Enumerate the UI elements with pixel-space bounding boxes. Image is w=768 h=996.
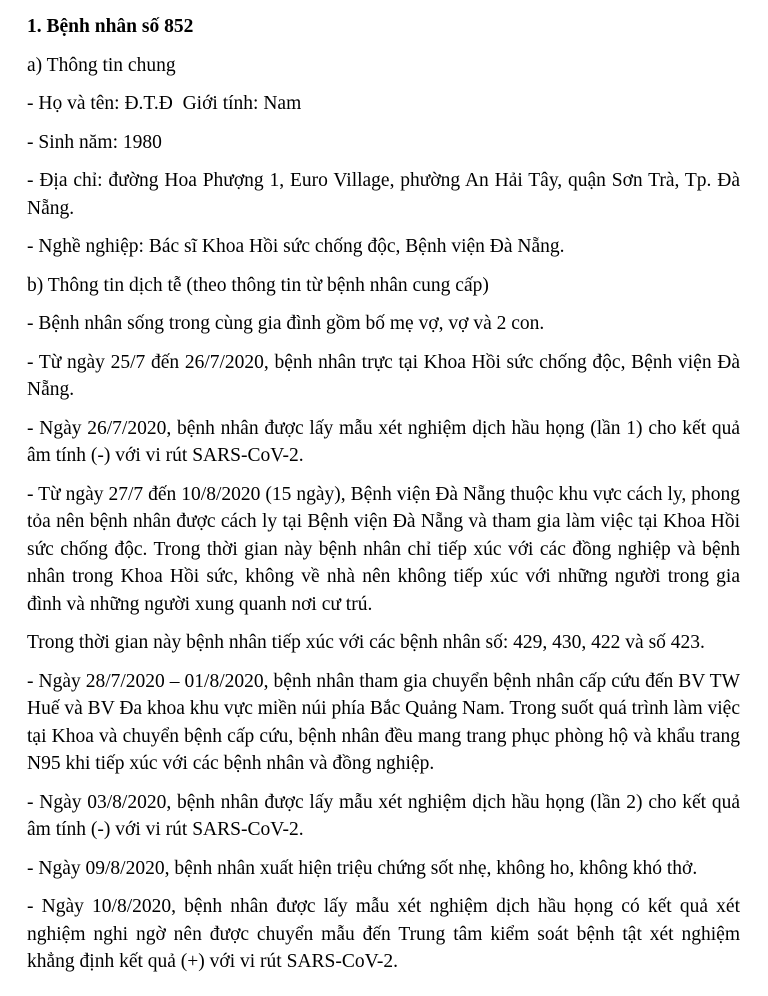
paragraph-test-2: - Ngày 03/8/2020, bệnh nhân được lấy mẫu xét nghiệm dịch hầu họng (lần 2) cho kết quả âm tính (-) với vi rút SARS-CoV-2. bbox=[27, 791, 740, 840]
paragraph-symptoms-9-8: - Ngày 09/8/2020, bệnh nhân xuất hiện triệu chứng sốt nhẹ, không ho, không khó thở. bbox=[27, 857, 698, 879]
paragraph-positive-result-10-8: - Ngày 10/8/2020, bệnh nhân được lấy mẫu xét nghiệm dịch hầu họng có kết quả xét nghiệm nghi ngờ nên được chuyển mẫu đến Trung tâm kiểm soát bệnh tật xét nghiệm khẳng định kết quả (+) với vi rút SARS-CoV-2. bbox=[27, 896, 740, 972]
paragraph-occupation: - Nghề nghiệp: Bác sĩ Khoa Hồi sức chống độc, Bệnh viện Đà Nẵng. bbox=[27, 236, 565, 257]
paragraph-birth-year: - Sinh năm: 1980 bbox=[27, 131, 162, 153]
paragraph-address: - Địa chỉ: đường Hoa Phượng 1, Euro Village, phường An Hải Tây, quận Sơn Trà, Tp. Đà Nẵng. bbox=[27, 170, 740, 219]
document-title: 1. Bệnh nhân số 852 bbox=[27, 16, 194, 37]
section-heading-general-info: a) Thông tin chung bbox=[27, 54, 176, 76]
section-heading-epidemiology: b) Thông tin dịch tễ (theo thông tin từ bệnh nhân cung cấp) bbox=[27, 274, 489, 296]
paragraph-transfers-28-7-to-1-8: - Ngày 28/7/2020 – 01/8/2020, bệnh nhân tham gia chuyển bệnh nhân cấp cứu đến BV TW Huế và BV Đa khoa khu vực miền núi phía Bắc Quảng Nam. Trong suốt quá trình làm việc tại Khoa và chuyển bệnh cấp cứu, bệnh nhân đều mang trang phục phòng hộ và khẩu trang N95 khi tiếp xúc với các bệnh nhân và đồng nghiệp. bbox=[27, 670, 740, 774]
paragraph-quarantine-27-7-to-10-8: - Từ ngày 27/7 đến 10/8/2020 (15 ngày), Bệnh viện Đà Nẵng thuộc khu vực cách ly, phong tỏa nên bệnh nhân được cách ly tại Bệnh viện Đà Nẵng và tham gia làm việc tại Khoa Hồi sức chống độc. Trong thời gian này bệnh nhân chỉ tiếp xúc với các đồng nghiệp và bệnh nhân trong Khoa Hồi sức, không về nhà nên không tiếp xúc với những người trong gia đình và những người xung quanh nơi cư trú. bbox=[27, 483, 740, 615]
paragraph-name-gender: - Họ và tên: Đ.T.Đ Giới tính: Nam bbox=[27, 93, 302, 114]
paragraph-household: - Bệnh nhân sống trong cùng gia đình gồm bố mẹ vợ, vợ và 2 con. bbox=[27, 313, 545, 334]
paragraph-test-1: - Ngày 26/7/2020, bệnh nhân được lấy mẫu xét nghiệm dịch hầu họng (lần 1) cho kết quả âm tính (-) với vi rút SARS-CoV-2. bbox=[27, 417, 740, 466]
paragraph-duty-25-26-7: - Từ ngày 25/7 đến 26/7/2020, bệnh nhân trực tại Khoa Hồi sức chống độc, Bệnh viện Đà Nẵng. bbox=[27, 351, 740, 400]
paragraph-contact-patients: Trong thời gian này bệnh nhân tiếp xúc với các bệnh nhân số: 429, 430, 422 và số 423. bbox=[27, 632, 705, 653]
